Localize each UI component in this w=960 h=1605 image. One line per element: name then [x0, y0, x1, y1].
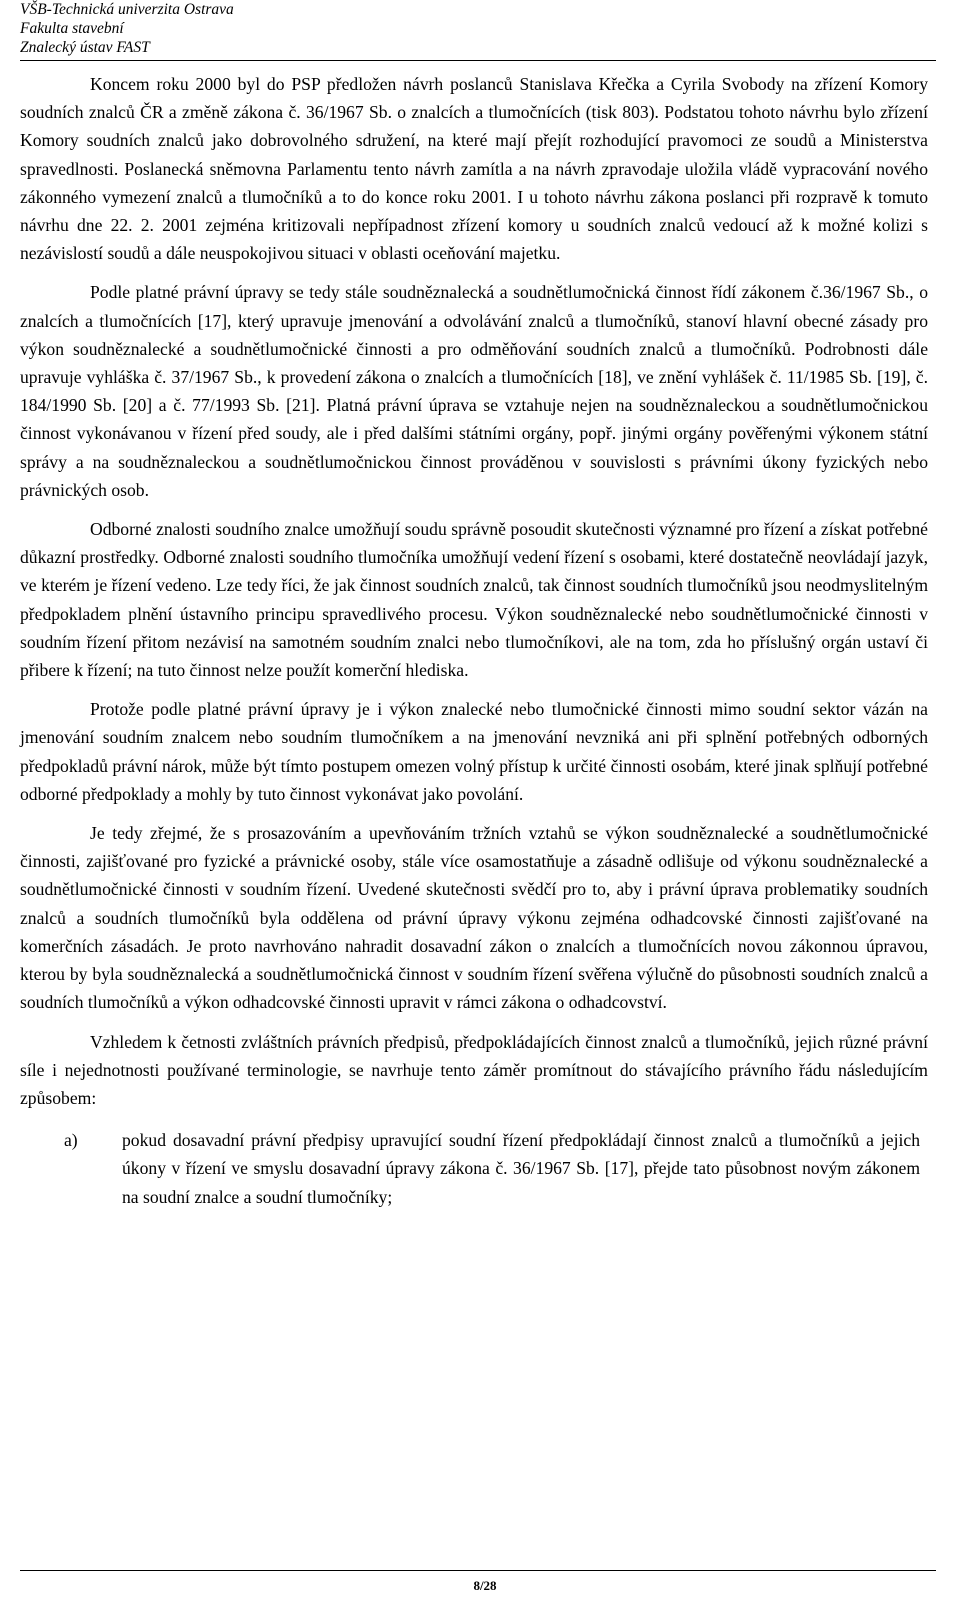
paragraph: Protože podle platné právní úpravy je i výkon znalecké nebo tlumočnické činnosti mimo soudní sektor vázán na jmenování soudním znalcem nebo soudním tlumočníkem a na jmenování nevzniká ani při splnění potřebných odborných předpokladů právní nárok, může být tímto postupem omezen volný přístup k určité činnosti osobám, které jinak splňují potřebné odborné předpoklady a mohly by tuto činnost vykonávat jako povolání.	[20, 699, 928, 804]
paragraph: Podle platné právní úpravy se tedy stále soudněznalecká a soudnětlumočnická činnost řídí zákonem č.36/1967 Sb., o znalcích a tlumočnících [17], který upravuje jmenování a odvolávání znalců a tlumočníků, stanoví hlavní obecné zásady pro výkon soudněznalecké a soudnětlumočnické činnosti a pro odměňování soudních znalců a tlumočníků. Podrobnosti dále upravuje vyhláška č. 37/1967 Sb., k provedení zákona o znalcích a tlumočnících [18], ve znění vyhlášek č. 11/1985 Sb. [19], č. 184/1990 Sb. [20] a č. 77/1993 Sb. [21]. Platná právní úprava se vztahuje nejen na soudněznaleckou a soudnětlumočnickou činnost vykonávanou v řízení před soudy, ale i před dalšími státními orgány, popř. jinými orgány pověřenými výkonem státní správy a na soudněznaleckou a soudnětlumočnickou činnost prováděnou v souvislosti s právními úkony fyzických nebo právnických osob.	[20, 282, 928, 500]
paragraph: Odborné znalosti soudního znalce umožňují soudu správně posoudit skutečnosti významné pro řízení a získat potřebné důkazní prostředky. Odborné znalosti soudního tlumočníka umožňují vedení řízení s osobami, které dostatečně neovládají jazyk, ve kterém je řízení vedeno. Lze tedy říci, že jak činnost soudních znalců, tak činnost soudních tlumočníků jsou neodmyslitelným předpokladem plnění ústavního principu spravedlivého procesu. Výkon soudněznalecké nebo soudnětlumočnické činnosti v soudním řízení přitom nezávisí na samotném soudním znalci nebo tlumočníkovi, ale na tom, zda ho příslušný orgán ustaví či přibere k řízení; na tuto činnost nelze použít komerční hlediska.	[20, 519, 928, 681]
document-body	[20, 70, 928, 1211]
header-faculty: Fakulta stavební	[20, 20, 124, 37]
paragraph: Vzhledem k četnosti zvláštních právních předpisů, předpokládajících činnost znalců a tlumočníků, jejich různé právní síle i nejednotnosti používané terminologie, se navrhuje tento záměr promítnout do stávajícího právního řádu následujícím způsobem:	[20, 1031, 928, 1108]
header-university: VŠB-Technická univerzita Ostrava	[20, 1, 234, 18]
footer-divider	[20, 1570, 936, 1571]
paragraph: Je tedy zřejmé, že s prosazováním a upevňováním tržních vztahů se výkon soudněznalecké a soudnětlumočnické činnosti, zajišťované pro fyzické a právnické osoby, stále více osamostatňuje a zásadně odlišuje od výkonu soudněznalecké a soudnětlumočnické činnosti v soudním řízení. Uvedené skutečnosti svědčí pro to, aby i právní úprava problematiky soudních znalců a soudních tlumočníků byla oddělena od právní úpravy výkonu zejména odhadcovské činnosti zajišťované na komerčních zásadách. Je proto navrhováno nahradit dosavadní zákon o znalcích a tlumočnících novou zákonnou úpravou, kterou by byla soudněznalecká a soudnětlumočnická činnost v soudním řízení svěřena výlučně do působnosti soudních znalců a soudních tlumočníků a výkon odhadcovské činnosti upravit v rámci zákona o odhadcovství.	[20, 823, 928, 1013]
list-item	[20, 1126, 928, 1211]
header-divider	[20, 60, 936, 61]
page-header	[20, 0, 234, 57]
list-item-text: pokud dosavadní právní předpisy upravující soudní řízení předpokládají činnost znalců a tlumočníků a jejich úkony v řízení ve smyslu dosavadní úpravy zákona č. 36/1967 Sb. [17], přejde tato působnost novým zákonem na soudní znalce a soudní tlumočníky;	[122, 1130, 920, 1207]
page-number: 8/28	[473, 1578, 497, 1593]
paragraph: Koncem roku 2000 byl do PSP předložen návrh poslanců Stanislava Křečka a Cyrila Svobody na zřízení Komory soudních znalců ČR a změně zákona č. 36/1967 Sb. o znalcích a tlumočnících (tisk 803). Podstatou tohoto návrhu bylo zřízení Komory soudních znalců jako dobrovolného sdružení, na které mají přejít rozhodující pravomoci ze soudů a Ministerstva spravedlnosti. Poslanecká sněmovna Parlamentu tento návrh zamítla a na návrh zpravodaje uložila vládě vypracování nového zákonného vymezení znalců a tlumočníků a to do konce roku 2001. I u tohoto návrhu zákona poslanci při rozpravě k tomuto návrhu dne 22. 2. 2001 zejména kritizovali nepřípadnost zřízení komory u soudních znalců vedoucí až k možné kolizi s nezávislostí soudů a dále neuspokojivou situaci v oblasti oceňování majetku.	[20, 74, 928, 264]
header-institute: Znalecký ústav FAST	[20, 39, 150, 56]
list-item-marker: a)	[64, 1130, 78, 1151]
